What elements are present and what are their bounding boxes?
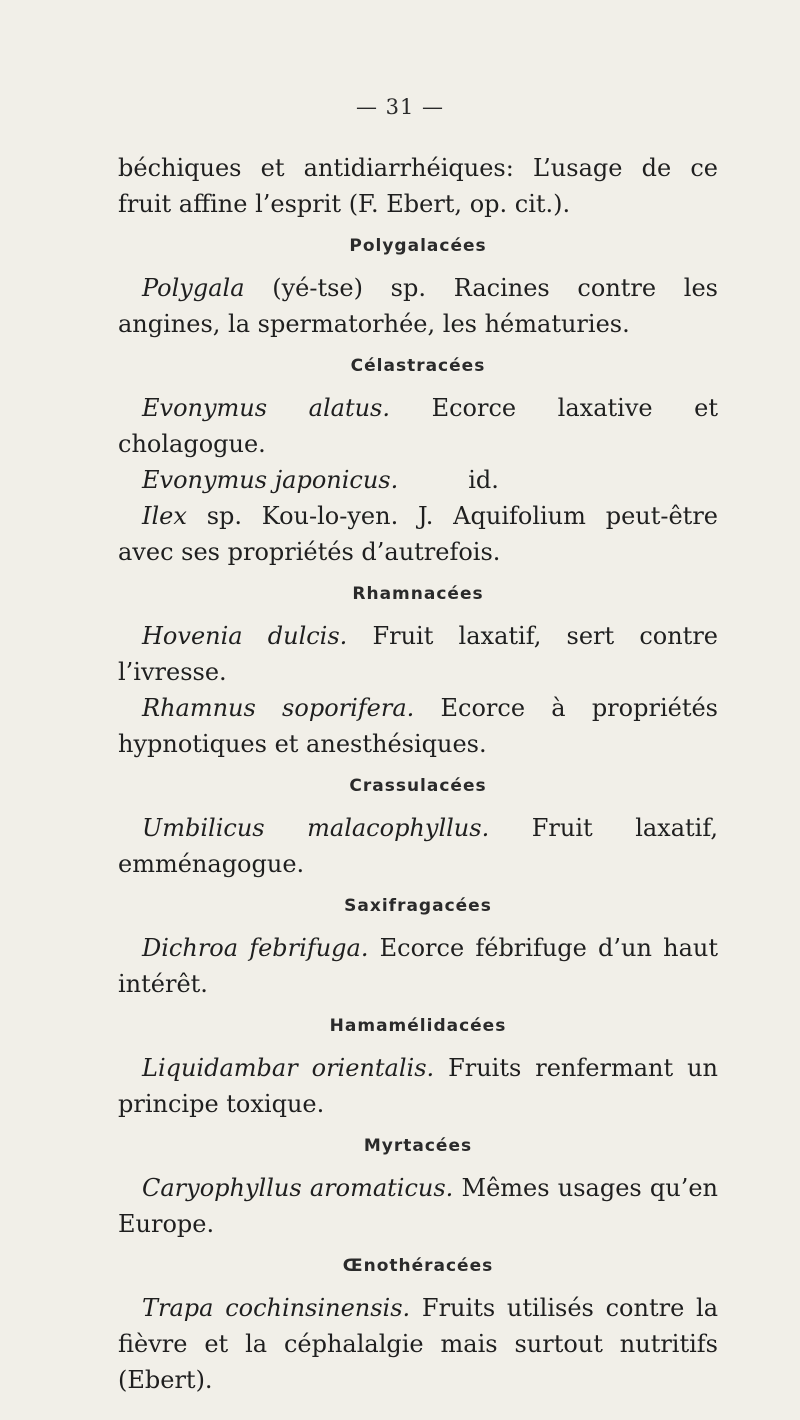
family-heading-saxifragacees: Saxifragacées	[344, 896, 492, 916]
entry-evonymus-japonicus	[118, 462, 718, 498]
entry-hovenia-dulcis	[118, 618, 718, 690]
species-name: Umbilicus malacophyllus.	[142, 814, 490, 842]
entry-text: Ecorce à propriétés hypnotiques et anesthésiques.	[118, 694, 718, 758]
species-name: Hovenia dulcis.	[142, 622, 348, 650]
species-name: Ilex	[142, 502, 187, 530]
entry-evonymus-alatus	[118, 390, 718, 462]
entry-dichroa	[118, 930, 718, 1002]
entry-text: Ecorce fébrifuge d’un haut intérêt.	[118, 934, 718, 998]
family-heading-hamamelidacees: Hamamélidacées	[329, 1016, 507, 1036]
paragraph-continuation: béchiques et antidiarrhéiques: L’usage de ce fruit affine l’esprit (F. Ebert, op. cit.).	[118, 154, 718, 218]
species-name: Caryophyllus aromaticus.	[142, 1174, 454, 1202]
family-heading-crassulacees: Crassulacées	[349, 776, 487, 796]
entry-umbilicus	[118, 810, 718, 882]
entry-text: Fruits utilisés contre la fièvre et la céphalalgie mais surtout nutritifs (Ebert).	[118, 1294, 719, 1394]
entry-text: id.	[468, 466, 499, 494]
entry-polygala	[118, 270, 718, 342]
entry-text: (yé-tse) sp. Racines contre les angines, la spermatorhée, les hématuries.	[118, 274, 718, 338]
entry-rhamnus-soporifera	[118, 690, 718, 762]
entry-trapa	[118, 1290, 718, 1398]
page-body	[118, 150, 718, 1398]
entry-text: sp. Kou-lo-yen. J. Aquifolium peut-être avec ses propriétés d’autrefois.	[118, 502, 718, 566]
species-name: Evonymus japonicus.	[142, 466, 399, 494]
entry-text: Fruits renfermant un principe toxique.	[118, 1054, 718, 1118]
entry-text: Ecorce laxative et cholagogue.	[118, 394, 719, 458]
family-heading-rhamnacees: Rhamnacées	[352, 584, 484, 604]
page-number: — 31 —	[355, 95, 445, 119]
species-name: Trapa cochinsinensis.	[142, 1294, 411, 1322]
family-heading-celastracees: Célastracées	[350, 356, 486, 376]
family-heading-myrtacees: Myrtacées	[363, 1136, 473, 1156]
family-heading-oenotheracees: Œnothéracées	[342, 1256, 494, 1276]
species-name: Liquidambar orientalis.	[142, 1054, 435, 1082]
entry-text: Mêmes usages qu’en Europe.	[118, 1174, 719, 1238]
entry-text: Fruit laxatif, sert contre l’ivresse.	[118, 622, 718, 686]
entry-caryophyllus	[118, 1170, 718, 1242]
species-name: Rhamnus soporifera.	[142, 694, 415, 722]
entry-liquidambar	[118, 1050, 718, 1122]
species-name: Polygala	[142, 274, 245, 302]
species-name: Dichroa febrifuga.	[142, 934, 369, 962]
species-name: Evonymus alatus.	[142, 394, 390, 422]
entry-text: Fruit laxatif, emménagogue.	[118, 814, 719, 878]
family-heading-polygalacees: Polygalacées	[349, 236, 487, 256]
entry-ilex	[118, 498, 718, 570]
